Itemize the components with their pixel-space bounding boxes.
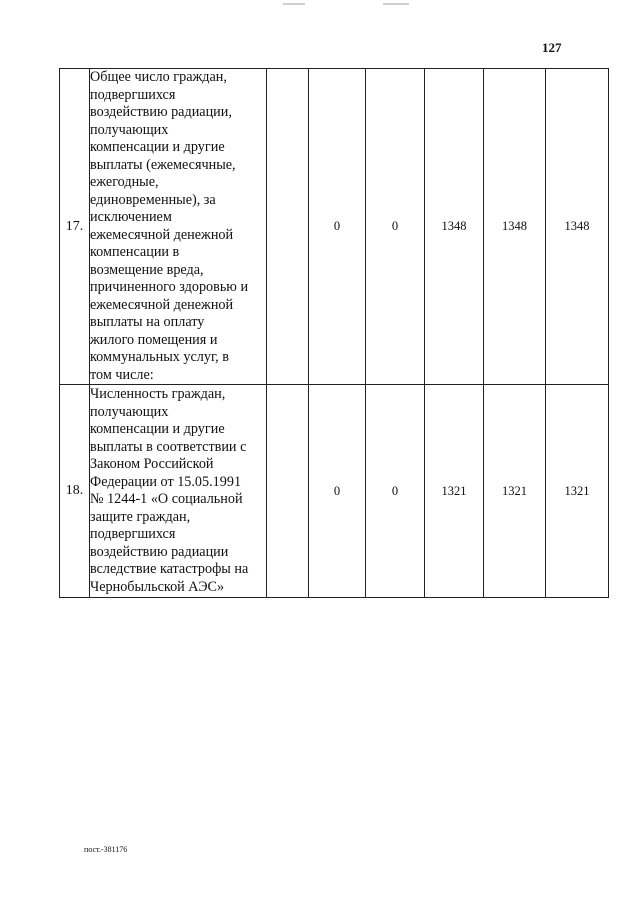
value-cell: 1321	[546, 385, 609, 598]
value-cell: 1321	[484, 385, 546, 598]
description-line: компенсации и другие	[90, 421, 225, 437]
description-line: ежемесячной денежной	[90, 226, 234, 243]
description-line: подвергшихся	[90, 86, 176, 103]
data-table	[59, 68, 609, 598]
description-line: № 1244-1 «О социальной	[90, 491, 243, 507]
description-line: том числе:	[90, 366, 154, 383]
row-description	[90, 385, 267, 598]
table-row	[60, 385, 609, 598]
value-cell: 1348	[484, 69, 546, 385]
description-line: выплаты (ежемесячные,	[90, 156, 236, 173]
value-cell: 0	[366, 69, 425, 385]
value-cell: 0	[309, 385, 366, 598]
description-line: получающих	[90, 121, 169, 138]
table-row	[60, 69, 609, 385]
row-description	[90, 69, 267, 385]
scan-artifact-left	[283, 3, 305, 5]
value-cell: 1348	[425, 69, 484, 385]
value-cell: 0	[366, 385, 425, 598]
description-line: ежегодные,	[90, 174, 159, 190]
description-line: защите граждан,	[90, 508, 191, 525]
description-line: Численность граждан,	[90, 386, 226, 402]
description-line: воздействию радиации,	[90, 104, 232, 120]
description-line: компенсации и другие	[90, 139, 225, 155]
scan-artifact-right	[383, 3, 409, 5]
description-line: жилого помещения и	[90, 331, 218, 348]
description-line: Федерации от 15.05.1991	[90, 473, 242, 490]
value-cell: 1348	[546, 69, 609, 385]
table-body	[60, 69, 609, 598]
description-line: Чернобыльской АЭС»	[90, 578, 225, 595]
description-line: компенсации в	[90, 244, 180, 260]
description-line: причиненного здоровью и	[90, 279, 249, 295]
value-cell	[267, 69, 309, 385]
description-line: выплаты в соответствии с	[90, 438, 247, 455]
description-line: ежемесячной денежной	[90, 296, 234, 313]
description-line: выплаты на оплату	[90, 314, 205, 330]
description-line: Законом Российской	[90, 456, 214, 472]
page-number: 127	[542, 40, 562, 55]
row-number: 18.	[60, 385, 90, 598]
document-code: пост.-381176	[84, 845, 128, 854]
description-line: исключением	[90, 209, 172, 225]
description-line: вследствие катастрофы на	[90, 561, 249, 577]
description-line: воздействию радиации	[90, 543, 229, 560]
description-line: единовременные), за	[90, 191, 216, 208]
description-line: возмещение вреда,	[90, 261, 204, 278]
description-line: Общее число граждан,	[90, 69, 227, 85]
description-line: подвергшихся	[90, 526, 176, 542]
row-number: 17.	[60, 69, 90, 385]
value-cell	[267, 385, 309, 598]
description-line: получающих	[90, 403, 169, 420]
description-line: коммунальных услуг, в	[90, 349, 229, 365]
value-cell: 1321	[425, 385, 484, 598]
value-cell: 0	[309, 69, 366, 385]
